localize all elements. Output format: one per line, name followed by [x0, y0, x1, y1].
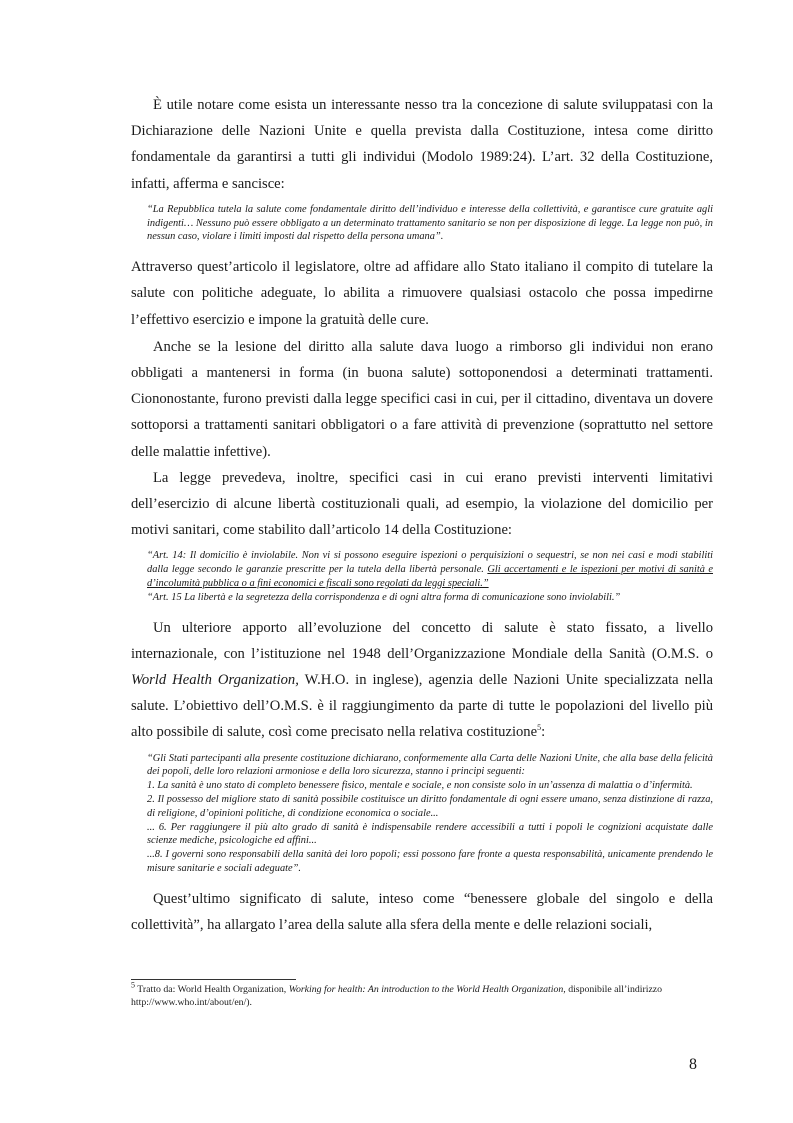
paragraph-2: Attraverso quest’articolo il legislatore, oltre ad affidare allo Stato italiano il compito di tutelare la salute con politiche adeguate, lo abilita a rimuovere qualsiasi ostacolo che possa impedirne l’effettivo esercizio e impone la gratuità delle cure. — [131, 259, 713, 328]
quote-who-line: 2. Il possesso del migliore stato di sanità possibile costituisce un diritto fondamentale di ogni essere umano, senza distinzione di razza, di religione, d’opinioni politiche, di condizione economica o sociale... — [147, 794, 713, 819]
paragraph-1: È utile notare come esista un interessante nesso tra la concezione di salute sviluppatasi con la Dichiarazione delle Nazioni Unite e quella prevista dalla Costituzione, intesa come diritto fondamentale da garantirsi a tutti gli individui (Modolo 1989:24). L’art. 32 della Costituzione, infatti, afferma e sancisce: — [131, 97, 713, 192]
quote-who-constitution — [147, 752, 713, 876]
quote-art-15: “Art. 15 La libertà e la segretezza della corrispondenza e di ogni altra forma di comunicazione sono inviolabili.” — [147, 591, 621, 603]
quote-who-line: ... 6. Per raggiungere il più alto grado di sanità è indispensabile rendere accessibili a tutti i popoli le cognizioni acquistate dalle scienze mediche, psicologiche ed affini... — [147, 821, 713, 847]
quote-who-line: 1. La sanità è uno stato di completo benessere fisico, mentale e sociale, e non consiste solo in un’assenza di malattia o d’infermità. — [147, 780, 693, 792]
quote-art-32-text: “La Repubblica tutela la salute come fondamentale diritto dell’individuo e interesse della collettività, e garantisce cure gratuite agli indigenti… Nessuno può essere obbligato a un determinato trattamento sanitario se non per disposizione di legge. La legge non può, in nessun caso, violare i limiti imposti dal rispetto della persona umana”. — [147, 203, 713, 243]
footnote-ref[interactable]: 5 — [537, 723, 542, 733]
quote-art-14-15 — [147, 549, 713, 604]
paragraph-6: Quest’ultimo significato di salute, inteso come “benessere globale del singolo e della collettività”, ha allargato l’area della salute alla sfera della mente e delle relazioni sociali, — [131, 890, 713, 934]
page-body — [131, 92, 713, 938]
quote-art-14: “Art. 14: Il domicilio è inviolabile. Non vi si possono eseguire ispezioni o perquisizioni o sequestri, se non nei casi e modi stabiliti dalla legge secondo le garanzie prescritte per la tutela della libertà personale. Gli accertamenti e le ispezioni per motivi di sanità e d’incolumità pubblica o a fini economici e fiscali sono regolati da leggi speciali.” — [147, 550, 713, 590]
footnote-title: Working for health: An introduction to the World Health Organization, — [288, 984, 566, 995]
paragraph-5: Un ulteriore apporto all’evoluzione del concetto di salute è stato fissato, a livello internazionale, con l’istituzione nel 1948 dell’Organizzazione Mondiale della Sanità (O.M.S. o World Health Organization, W.H.O. in inglese), agenzia delle Nazioni Unite specializzata nella salute. L’obiettivo dell’O.M.S. è il raggiungimento da parte di tutte le popolazioni del livello più alto possibile di salute, così come precisato nella relativa costituzione$^5$: — [131, 619, 713, 741]
quote-who-line: “Gli Stati partecipanti alla presente costituzione dichiarano, conformemente alla Carta delle Nazioni Unite, che alla base della felicità dei popoli, delle loro relazioni armoniose e della loro sicurezza, stanno i principi seguenti: — [147, 752, 713, 778]
paragraph-3: Anche se la lesione del diritto alla salute dava luogo a rimborso gli individui non erano obbligati a mantenersi in forma (in buona salute) sottoponendosi a determinati trattamenti. Ciononostante, furono previsti dalla legge specifici casi in cui, per il cittadino, diventava un dovere sottoporsi a trattamenti sanitari obbligatori o a fare attività di prevenzione (soprattutto nel settore delle malattie infettive). — [131, 338, 713, 460]
footnote-link[interactable]: disponibile all’indirizzo http://www.who.int/about/en/). — [131, 984, 663, 1008]
who-name: World Health Organization, — [131, 672, 299, 689]
page-number: 8 — [689, 1056, 697, 1073]
footnote-number: 5 — [131, 980, 135, 990]
quote-who-line: ...8. I governi sono responsabili della sanità dei loro popoli; essi possono fare fronte a questa responsabilità, unicamente prendendo le misure sanitarie e sociali adeguate”. — [147, 849, 713, 875]
footnote: $^5$ Tratto da: World Health Organization, Working for health: An introduction to the World Health Organization, disponibile all’indirizzo http://www.who.int/about/en/). — [131, 980, 663, 1008]
footnote-divider — [131, 979, 296, 980]
quote-art-14-underlined: Gli accertamenti e le ispezioni per motivi di sanità e d’incolumità pubblica o a fini economici e fiscali sono regolati da leggi speciali.” — [147, 564, 713, 590]
quote-art-32 — [147, 203, 713, 244]
paragraph-4: La legge prevedeva, inoltre, specifici casi in cui erano previsti interventi limitativi dell’esercizio di alcune libertà costituzionali quali, ad esempio, la violazione del domicilio per motivi sanitari, come stabilito dall’articolo 14 della Costituzione: — [131, 469, 713, 539]
